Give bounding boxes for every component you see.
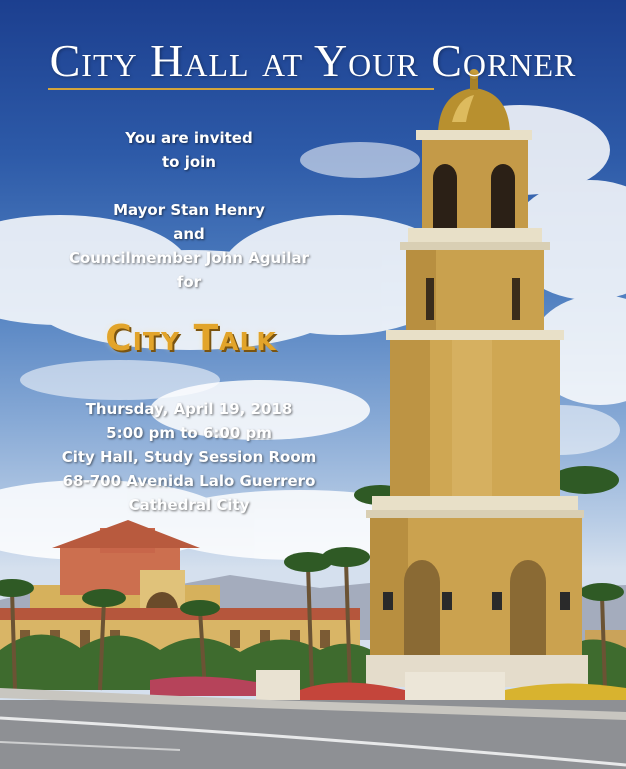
title-underline: [48, 88, 434, 90]
event-date: Thursday, April 19, 2018: [85, 400, 293, 418]
invite-line: to join: [162, 153, 216, 171]
invite-line: You are invited: [125, 129, 253, 147]
event-name: City Talk: [105, 318, 277, 359]
event-time: 5:00 pm to 6:00 pm: [106, 424, 272, 442]
host-line: Mayor Stan Henry: [113, 201, 265, 219]
invitation-text: [44, 126, 334, 174]
event-venue: City Hall, Study Session Room: [61, 448, 317, 466]
event-address: 68-700 Avenida Lalo Guerrero: [62, 472, 316, 490]
host-line: for: [176, 273, 202, 291]
hosts-text: [44, 198, 334, 294]
host-line: Councilmember John Aguilar: [68, 249, 310, 267]
flyer-title: City Hall at Your Corner: [49, 35, 577, 86]
host-line: and: [173, 225, 205, 243]
event-city: Cathedral City: [128, 496, 250, 514]
event-details: [44, 397, 334, 517]
